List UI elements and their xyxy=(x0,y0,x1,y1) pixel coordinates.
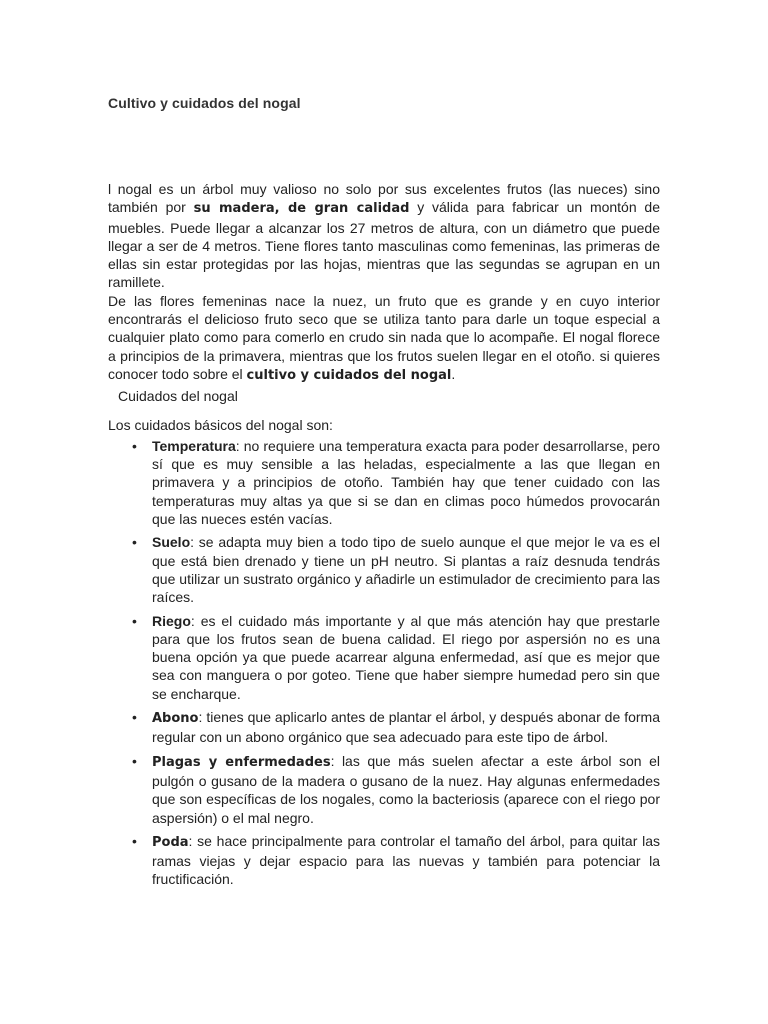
bullet-icon: • xyxy=(132,709,137,726)
bullet-icon: • xyxy=(132,752,137,769)
list-item-text: : las que más suelen afectar a este árbol son el pulgón o gusano de la madera o gusano de la nuez. Hay algunas enfermedades que son específicas de los nogales, como la bacteriosis (aparece con el riego por aspersión) o el mal negro. xyxy=(152,752,660,826)
list-item-text: : se hace principalmente para controlar el tamaño del árbol, para quitar las ramas viejas y dejar espacio para las nuevas y también para potenciar la fructificación. xyxy=(152,832,660,888)
list-item-term: Temperatura xyxy=(152,437,236,454)
bullet-icon: • xyxy=(132,612,137,629)
list-item xyxy=(108,708,660,747)
paragraph-intro-bold: su madera, de gran calidad xyxy=(193,201,410,217)
paragraph-flowers-bold: cultivo y cuidados del nogal xyxy=(246,367,452,383)
paragraph-intro-text-a: l nogal es un árbol muy valioso no solo por sus excelentes frutos (las nueces) sino también por xyxy=(108,181,660,216)
article-body xyxy=(108,180,660,894)
subheading: Cuidados del nogal xyxy=(118,388,238,405)
list-item-term: Suelo xyxy=(152,534,191,551)
paragraph-intro xyxy=(108,180,660,292)
bullet-icon: • xyxy=(132,534,137,551)
list-item-text: : es el cuidado más importante y al que más atención hay que prestarle para que los frutos sean de buena calidad. El riego por aspersión no es una buena opción ya que puede acarrear alguna enfermedad, así que es mejor que sea con manguera o por goteo. Tiene que haber siempre humedad pero sin que se encharque. xyxy=(152,612,660,702)
page-title: Cultivo y cuidados del nogal xyxy=(108,95,301,111)
list-item xyxy=(108,533,660,606)
list-item-term: Poda xyxy=(152,834,189,850)
list-item-term: Riego xyxy=(152,612,191,629)
care-list xyxy=(108,437,660,889)
list-item xyxy=(108,752,660,827)
list-item-text: : tienes que aplicarlo antes de plantar el árbol, y después abonar de forma regular con un abono orgánico que sea adecuado para este tipo de árbol. xyxy=(152,709,660,746)
paragraph-flowers xyxy=(108,292,660,385)
paragraph-intro-text-b: y válida para fabricar un montón de muebles. Puede llegar a alcanzar los 27 metros de altura, con un diámetro que puede llegar a ser de 4 metros. Tiene flores tanto masculinas como femeninas, las primeras de ellas sin estar protegidas por las hojas, mientras que las segundas se agrupan en un ramillete. xyxy=(108,199,660,291)
bullet-icon: • xyxy=(132,437,137,454)
paragraph-flowers-text-b: . xyxy=(451,365,456,382)
paragraph-flowers-text-a: De las flores femeninas nace la nuez, un fruto que es grande y en cuyo interior encontrarás el delicioso fruto seco que se utiliza tanto para darle un toque especial a cualquier plato como para comerlo en crudo sin nada que lo acompañe. El nogal florece a principios de la primavera, mientras que los frutos suelen llegar en el otoño. si quieres conocer todo sobre el xyxy=(108,292,660,382)
list-item xyxy=(108,437,660,528)
list-item xyxy=(108,832,660,889)
list-item-text: : no requiere una temperatura exacta para poder desarrollarse, pero sí que es muy sensible a las heladas, especialmente a las que llegan en primavera y a principios de otoño. También hay que tener cuidado con las temperaturas muy altas ya que si se dan en climas poco húmedos provocarán que las nueces estén vacías. xyxy=(152,437,660,528)
bullet-icon: • xyxy=(132,832,137,849)
list-item xyxy=(108,612,660,703)
list-item-term: Plagas y enfermedades xyxy=(152,754,331,770)
list-item-term: Abono xyxy=(152,711,199,727)
list-intro: Los cuidados básicos del nogal son: xyxy=(108,416,333,433)
list-item-text: : se adapta muy bien a todo tipo de suelo aunque el que mejor le va es el que está bien drenado y tiene un pH neutro. Si plantas a raíz desnuda tendrás que utilizar un sustrato orgánico y añadirle un estimulador de crecimiento para las raíces. xyxy=(152,534,660,606)
